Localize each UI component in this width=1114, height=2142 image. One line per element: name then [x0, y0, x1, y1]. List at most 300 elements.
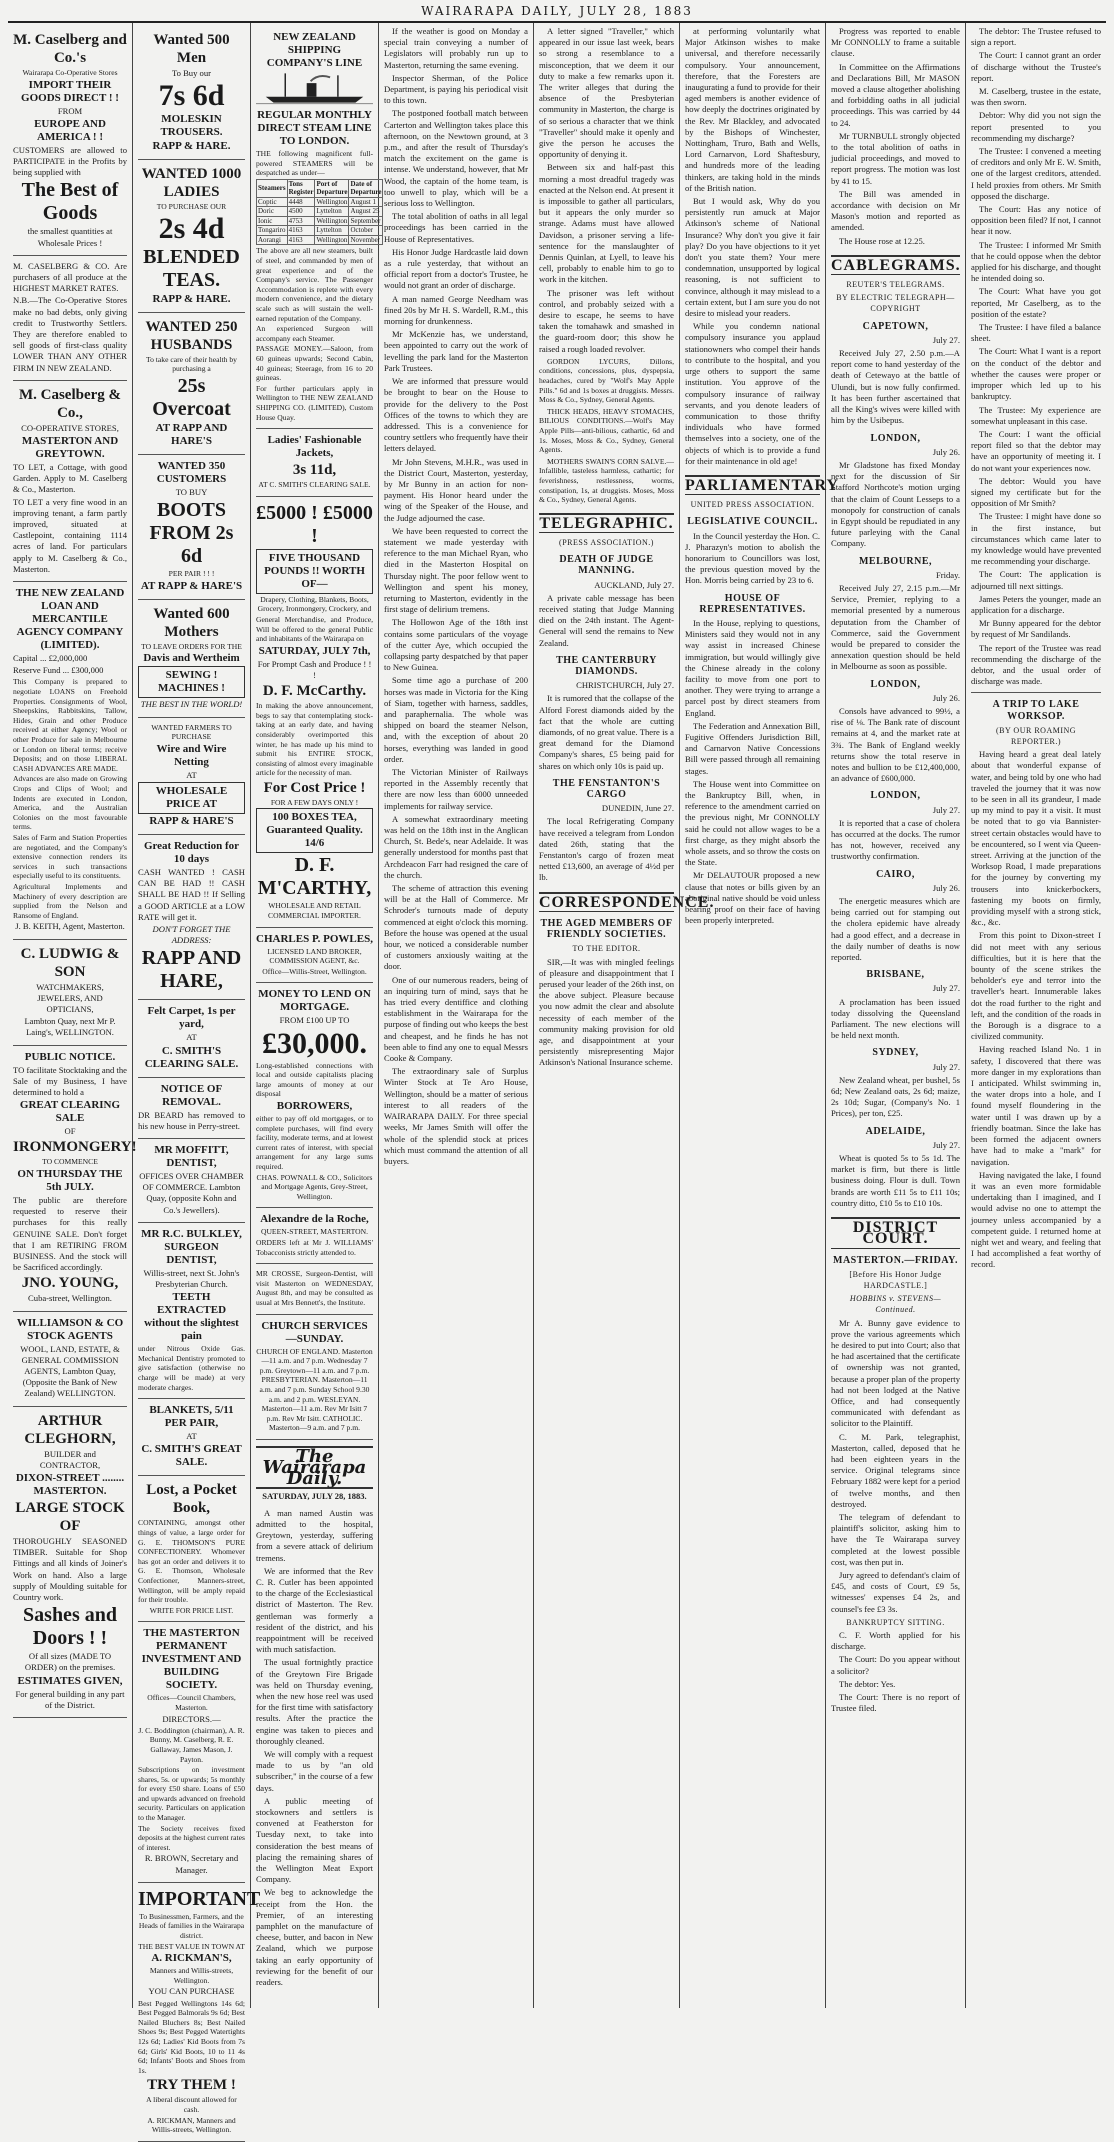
- article-heading: HOUSE OF REPRESENTATIVES.: [699, 592, 806, 615]
- court-judge: [Before His Honor Judge HARDCASTLE.]: [849, 1269, 942, 1290]
- cable-place: LONDON,: [870, 432, 921, 444]
- ad-foot: For general building in any part of the District.: [15, 1688, 125, 1710]
- ad-heading: Alexandre de la Roche,: [260, 1213, 369, 1226]
- article-byline: (BY OUR ROAMING REPORTER.): [995, 725, 1077, 746]
- ad-firm: RAPP AND HARE,: [141, 947, 242, 993]
- ad-pair: PER PAIR ! ! !: [168, 569, 215, 579]
- ad-public-notice: [13, 1046, 137, 1312]
- news-paragraph: MOTHERS SWAIN'S CORN SALVE.—Infallible, tasteless harmless, cathartic; for feverishness, restlessness, worms, constipation, 1s, at druggists. Moses, Moss & Co., Sydney, General Agents.: [539, 456, 674, 505]
- news-paragraph: We beg to acknowledge the receipt from the Hon. the Premier, of an interesting pamphlet on the manufacture of cheese, butter, and bacon in New Zealand, which we purpose taking an early opportunity of reviewing for the benefit of our readers.: [256, 1887, 373, 1988]
- article-dateline: CHRISTCHURCH, July 27.: [576, 680, 674, 691]
- table-cell: Wellington: [316, 197, 348, 206]
- ad-body: MR CROSSE, Surgeon-Dentist, will visit Masterton on WEDNESDAY, August 8th, and may be consulted as usual at Mrs Bennett's, the Institute.: [256, 1269, 373, 1307]
- ad-dont-forget: DON'T FORGET THE ADDRESS:: [152, 923, 231, 946]
- ad-sub: QUEEN-STREET, MASTERTON.: [260, 1227, 369, 1237]
- table-cell: 4163: [287, 226, 315, 236]
- ad-can: YOU CAN PURCHASE: [148, 1986, 235, 1997]
- ad-big: GREAT CLEARING SALE: [19, 1099, 121, 1125]
- news-paragraph: Inspector Sherman, of the Police Department, is paying his periodical visit to this town.: [384, 72, 528, 106]
- news-paragraph: We have been requested to correct the statement we made yesterday with reference to the man Michael Ryan, who died in the Masterton Hospital on Thursday night. The poor fellow went to Wellington and spent his money, returning to Masterton, evidently in the first stage of delirium tremens.: [384, 525, 528, 615]
- table-row: [257, 197, 383, 207]
- table-cell: 4753: [287, 216, 315, 226]
- court-body: The Trustee: I have filed a balance sheet.: [971, 322, 1101, 344]
- ad-firm: RAPP & HARE.: [152, 292, 231, 305]
- cable-place: BRISBANE,: [866, 969, 925, 981]
- ad-to-let-1: TO LET, a Cottage, with good Garden. Apply to M. Caselberg & Co., Masterton.: [13, 462, 127, 495]
- section-subheading-2: BY ELECTRIC TELEGRAPH—COPYRIGHT: [836, 293, 955, 314]
- article-to-editor: TO THE EDITOR.: [572, 944, 641, 954]
- table-row: [257, 216, 383, 226]
- court-body: C. M. Park, telegraphist, Masterton, called, deposed that he had been eighteen years in the service. Original telegrams since February 1882 were kept for a period of twelve months, and then destroyed.: [831, 1431, 960, 1509]
- ad-signature: CHAS. POWNALL & CO., Solicitors and Mortgage Agents, Grey-Street, Wellington.: [256, 1172, 373, 1201]
- ad-sub: TO BUY: [175, 486, 208, 497]
- news-paragraph: The extraordinary sale of Surplus Winter Stock at Te Aro House, Wellington, should be a matter of serious interest to all readers of the WAIRARAPA DAILY. For three special weeks, Mr James Smith will offer the whole of the splendid stock at prices which must command the attention of all buyers.: [384, 1066, 528, 1166]
- court-body: The Trustee: I informed Mr Smith that he could oppose when the debtor applied for his discharge, and thought he intended doing so.: [971, 239, 1101, 284]
- ad-heading: BLANKETS, 5/11 PER PAIR,: [149, 1404, 234, 1430]
- court-place: MASTERTON.—FRIDAY.: [833, 1254, 958, 1266]
- services-list: CHURCH OF ENGLAND. Masterton—11 a.m. and 7 p.m. Wednesday 7 p.m. Greytown—11 a.m. and 7 p.m. PRESBYTERIAN. Masterton—11 a.m. and 7 p.m. Sunday School 9.30 a.m. and 2 p.m. WESLEYAN. Masterton—11 a.m. Rev Mr Isitt 7 p.m. Rev Mr Isitt. CATHOLIC. Masterton—9 a.m. and 7 p.m.: [256, 1346, 373, 1433]
- ad-best: THE BEST VALUE IN TOWN AT: [138, 1941, 245, 1951]
- ad-caselberg-import: [13, 26, 127, 256]
- ad-directors: J. C. Boddington (chairman), A. R. Bunny, M. Caselberg, R. E. Gallaway, James Mason, J. Payton.: [138, 1725, 245, 1764]
- ad-de-la-roche: [256, 1208, 373, 1264]
- ad-item: BOOTS FROM 2s 6d: [149, 499, 234, 568]
- ad-tail: For Prompt Cash and Produce ! ! !: [257, 658, 372, 680]
- cable-body: The energetic measures which are being carried out for stamping out the cholera epidemic have already had a good effect, and a decrease in the daily number of deaths is now reported.: [831, 896, 960, 963]
- ad-body: To Businessmen, Farmers, and the Heads of families in the Wairarapa district.: [138, 1911, 245, 1941]
- ad-body-5: For further particulars apply in Wellington to THE NEW ZEALAND SHIPPING CO. (LIMITED), Custom House Quay.: [256, 383, 373, 422]
- article-body: From this point to Dixon-street I did not meet with any serious difficulties, but it is here that the bounty of the scene strikes the beholder's eye and terror into the traveller's heart. Innumerable lakes dot the road further to the right and left, and the condition of the roads in the Borough is a disgrace to a civilized community.: [971, 930, 1101, 1042]
- news-paragraph: The scheme of attraction this evening will be at the Hall of Commerce. Mr Schroder's turnouts made of deputy commenced at eight o'clock this morning. Before the house was opened at the usual hour, we noticed a considerable number of customers anxiously waiting at the door.: [384, 883, 528, 972]
- news-paragraph: Between six and half-past this morning a most dreadful tragedy was enacted at the Nelson end. At present it is impossible to gather all particulars, but it appears the only murder so strange. Adams must have allowed Davidson, a prisoner serving a life-sentence for the manslaughter of Dennis Quinlan, at Lyell, to leave his cell, probably to enable him to go to work in the kitchen.: [539, 162, 674, 285]
- ad-rapp-hare-reduction: [138, 835, 245, 1000]
- ad-sub: To take care of their health by purchasing a: [146, 354, 237, 374]
- ad-tail: A liberal discount allowed for cash.: [146, 2095, 237, 2114]
- column-8: [966, 23, 1106, 2008]
- ad-heading: Great Reduction for 10 days: [143, 839, 240, 865]
- ad-rapp-hare-teas: [138, 160, 245, 313]
- ad-item: Wire and Wire Netting: [156, 742, 227, 768]
- table-cell: Aorangi: [257, 235, 288, 245]
- ad-signature: JNO. YOUNG,: [21, 1275, 119, 1292]
- table-cell: Coptic: [257, 197, 288, 207]
- table-cell: Lyttelton: [315, 207, 349, 217]
- court-body: Jury agreed to defendant's claim of £45, and costs of Court, £9 5s, witnesses' expenses £4 2s, and counsel's fee £3 3s.: [831, 1569, 960, 1614]
- editorial-nameplate: The Wairarapa Daily.: [256, 1446, 373, 1490]
- cable-date: July 26.: [932, 692, 960, 703]
- section-subheading: UNITED PRESS ASSOCIATION.: [690, 500, 815, 510]
- article-body: Mr DELAUTOUR proposed a new clause that notes or bills given by an aboriginal native should be void unless bearing proof on their face of having been properly interpreted.: [685, 870, 820, 926]
- ad-heading: WANTED FARMERS TO PURCHASE: [151, 722, 232, 742]
- ad-heading: M. Caselberg and Co.'s: [13, 32, 127, 66]
- ad-body: Long-established connections with local and outside capitalists placing large amounts of money at our disposal: [256, 1060, 373, 1099]
- article-body: The House went into Committee on the Bankruptcy Bill, when, in reference to the amendment carried on the previous night, Mr CONNOLLY said he could not allow wages to be a first charge, as they might absorb the whole assets, and so throw the costs on the State.: [685, 778, 820, 868]
- ad-best-goods: The Best of Goods: [21, 179, 119, 225]
- column-2: [133, 23, 261, 2135]
- editorial-dateline: SATURDAY, JULY 28, 1883.: [262, 1491, 367, 1502]
- section-heading-telegraphic: TELEGRAPHIC.: [539, 514, 674, 532]
- ad-heading: NEW ZEALAND SHIPPING COMPANY'S LINE: [266, 31, 363, 69]
- ad-item: 25s Overcoat: [152, 374, 231, 420]
- ad-body: CASH WANTED ! CASH CAN BE HAD !! CASH SHALL BE HAD !! If Selling a GOOD ARTICLE at a LOW RATE will get it.: [138, 866, 245, 922]
- ad-heading: THE NEW ZEALAND LOAN AND MERCANTILE AGENCY COMPANY (LIMITED).: [15, 587, 125, 652]
- ad-firm: AT RAPP & HARE'S: [140, 579, 243, 592]
- news-paragraph: If the weather is good on Monday a special train conveying a number of Legislators will probably run up to Masterton, returning the same evening.: [384, 26, 528, 70]
- ad-ironmongery: IRONMONGERY!: [13, 1139, 137, 1156]
- ad-heading: IMPORTANT: [138, 1887, 261, 1910]
- table-cell: Wellington: [316, 235, 348, 244]
- divider: [971, 692, 1101, 693]
- ad-machines: SEWING ! MACHINES !: [138, 666, 245, 698]
- ad-price: 2s 4d: [158, 211, 225, 245]
- court-case: HOBBINS v. STEVENS—Continued.: [849, 1294, 942, 1315]
- ad-heading: MR MOFFITT, DENTIST,: [154, 1144, 229, 1169]
- ad-address: Office—Willis-Street, Wellington.: [262, 966, 367, 976]
- ad-mccarthy: [256, 497, 373, 928]
- ad-nz-shipping: [256, 26, 382, 429]
- table-cell: November: [349, 235, 383, 245]
- ad-williamson: [13, 1312, 127, 1407]
- ad-firm: A. RICKMAN'S,: [151, 1952, 232, 1965]
- ad-heading: Ladies' Fashionable Jackets,: [267, 434, 362, 460]
- ad-body: CONTAINING, amongst other things of value, a large order for G. E. THOMSON'S PURE CONFECTIONERY. Whomever has got an order and delivers it to G. E. Thomson, Wholesale Confectioner, Manners-street, Wellington, will be amply repaid for their trouble.: [138, 1518, 245, 1605]
- ad-date: SATURDAY, JULY 7th,: [258, 644, 371, 657]
- ad-smith-jackets: [256, 429, 373, 497]
- column-1: [8, 23, 137, 2008]
- ad-cleghorn: [13, 1407, 127, 1718]
- court-body: James Peters the younger, made an application for a discharge.: [971, 593, 1101, 615]
- news-paragraph: We will comply with a request made to us by "an old subscriber," in the course of a few days.: [256, 1748, 373, 1793]
- table-cell: 4448: [287, 197, 315, 207]
- section-heading: CHURCH SERVICES—SUNDAY.: [261, 1319, 368, 1345]
- section-heading-correspondence: CORRESPONDENCE.: [539, 893, 715, 911]
- cable-place: LONDON,: [870, 678, 921, 690]
- court-body: Mr Bunny appeared for the debtor by request of Mr Sandilands.: [971, 618, 1101, 640]
- cable-date: July 27.: [932, 1139, 960, 1150]
- article-body: Having heard a great deal lately about that wonderful expanse of water, and being told by one who had traveled the journey that it was now to be seen in all its grandeur, I made up my mind to pay it a visit. It must be noted that to go via Bannister-street certain obstacles would have to be encountered, so I went via Queen-street. Arriving at the junction of the Worksop Road, I made preparations for the journey by converting my trousers into knickerbockers, fastening my boots on firmly, providing myself with a strong stick, &c., &c.: [971, 749, 1101, 928]
- ad-ludwig: [13, 940, 127, 1046]
- ad-firm: AT RAPP AND HARE'S: [155, 421, 228, 447]
- cable-place: CAIRO,: [876, 868, 915, 880]
- ad-body: THE following magnificent full-powered STEAMERS will be despatched as under—: [256, 149, 373, 178]
- news-paragraph: His Honor Judge Hardcastle laid down as a rule yesterday, that without an official report from a doctor's Trustee, he would not grant an order of discharge.: [384, 246, 528, 291]
- ad-money-to-lend: [256, 983, 373, 1208]
- ad-signature: J. B. KEITH, Agent, Masterton.: [15, 921, 125, 932]
- court-body: The Court: There is no report of Trustee filed.: [831, 1692, 960, 1714]
- ad-heading: £5000 ! £5000 !: [256, 501, 373, 547]
- cable-body: Received July 27, 2.50 p.m.—A report come to hand yesterday of the death of Cetewayo at the battle of Ulundi, but is now fully confirmed. It has been further ascertained that all the King's wives were killed with him by the Usibepus.: [831, 348, 960, 426]
- news-paragraph: We are informed that the Rev C. R. Cutler has been appointed to the charge of the Ecclesiastical district of Masterton. The Rev. gentleman was formerly a resident of the district, and his reappointment will be received with much satisfaction.: [256, 1565, 373, 1655]
- news-paragraph: The House rose at 12.25.: [839, 235, 925, 246]
- ad-body: General Merchandise, and Produce, Will be offered to the general Public and inhabitants of the Wairarapa on: [256, 614, 373, 644]
- article-body: Having navigated the lake, I found it was an even more formidable undertaking than I imagined, and I would advise no one to attempt the journey unless accompanied by a competent guide. I returned home at night wet and weary, and feeling that I had accomplished a feat worthy of record.: [971, 1169, 1101, 1270]
- table-header: Tons Register: [288, 179, 314, 197]
- ad-body-4: Agricultural Implements and Machinery of every description are supplied from the Nelson and Ransome of England.: [13, 881, 127, 920]
- ad-place: MASTERTON AND GREYTOWN.: [21, 435, 119, 461]
- news-paragraph: The Hollowon Age of the 18th inst contains some particulars of the voyage of the cutter Aye, which occupied the collapsing party despatched by that paper to New Guinea.: [384, 617, 528, 673]
- cable-body: It is reported that a case of cholera has occurred at the docks. The rumor has not, however, received any trustworthy confirmation.: [831, 817, 960, 862]
- masthead-date: JULY 28, 1883: [579, 4, 693, 18]
- table-cell: Doric: [257, 207, 288, 217]
- ad-body: ORDERS left at Mr J. WILLIAMS' Tobacconists strictly attended to.: [256, 1237, 373, 1257]
- table-header: Port of Departure: [316, 179, 348, 197]
- ad-powles: [256, 928, 373, 984]
- ad-item: BLENDED TEAS.: [143, 245, 240, 291]
- ad-signature: A. RICKMAN, Manners and Willis-streets, Wellington.: [147, 2115, 236, 2135]
- ad-large-stock: LARGE STOCK OF: [15, 1500, 125, 1534]
- ad-rickman: [138, 1883, 261, 2142]
- court-body: The debtor: The Trustee refused to sign a report.: [971, 26, 1101, 48]
- ad-cost: For Cost Price !: [263, 779, 366, 796]
- ad-body: DR BEARD has removed to his new house in Perry-street.: [138, 1109, 245, 1131]
- ad-dest: EUROPE AND AMERICA ! !: [34, 117, 106, 143]
- ad-subheading: CO-OPERATIVE STORES,: [21, 422, 119, 433]
- ad-wholesale: WHOLESALE PRICE AT: [138, 782, 245, 814]
- ad-heading: WANTED 1000 LADIES: [141, 166, 242, 201]
- ad-to-let-2: TO LET a very fine wood in an improving tenant, a farm partly improved, situated at Castlepoint, containing 1114 acres of land. For particulars apply to M. Caselberg & Co., Masterton.: [13, 496, 127, 574]
- ad-heading: THE MASTERTON PERMANENT INVESTMENT AND BUILDING SOCIETY.: [141, 1627, 242, 1692]
- article-body: Having reached Island No. 1 in safety, I discovered that there was more danger in my explorations than I anticipated. Whilst swimming in, the water drops into a hole, and I found myself floundering in the water until I was drawn up by a friendly boatman. Since the lake has been formed the adjacent owners have had to make a "mark" for navigation.: [971, 1044, 1101, 1167]
- news-paragraph: While you condemn national compulsory insurance you applaud stationowners who compel their hands to contribute to the hospital, and you urge others to support the same institution. You approve of the compulsory insurance of railway servants, and you denote leaders of communication to those thrifty individuals who have formed themselves into a society, one of the objects of which is to provide a fund for their maintenance in old age!: [685, 321, 820, 466]
- ad-body-2: The Society receives fixed deposits at the highest current rates of interest.: [138, 1823, 245, 1852]
- news-paragraph: A somewhat extraordinary meeting was held on the 18th inst in the Anglican Church, St. Bede's, near Adelaide. It was generally understood for months past that Archdeacon Farr had resigned the care of the church.: [384, 813, 528, 880]
- ad-sub: To Buy our: [171, 68, 212, 78]
- ad-tail: WRITE FOR PRICE LIST.: [149, 1605, 234, 1615]
- article-heading: DEATH OF JUDGE MANNING.: [559, 554, 654, 577]
- ad-amount: £30,000.: [262, 1026, 367, 1060]
- news-paragraph: GORDON LYCURS, Dillons, conditions, concessions, plus, dyspepsia, headaches, cured by "Wolf's May Apple Pills." 6d and 1s boxes at druggists. Messrs. Moss & Co., Sydney, General Agents.: [539, 356, 674, 405]
- court-body: The Trustee: My experience are somewhat unpleasant in this case.: [971, 404, 1101, 426]
- ad-heading: WANTED 250 HUSBANDS: [145, 318, 238, 353]
- ad-days: FOR A FEW DAYS ONLY !: [270, 797, 359, 807]
- ad-at: AT: [186, 1032, 197, 1043]
- ad-tail: The public are therefore requested to reserve their purchases for this really GENUINE SALE. Don't forget that I am RETIRING FROM BUSINESS. And the stock will be Sacrificed accordingly.: [13, 1194, 127, 1273]
- ad-firm: RAPP & HARE.: [152, 140, 231, 153]
- ad-subheading: Wairarapa Co-Operative Stores: [22, 68, 118, 77]
- news-paragraph: The postponed football match between Carterton and Wellington takes place this afternoon, on the Newtown ground, at 3 p.m., and after the result of Thursday's match the excitement on the game is intense. We understand, however, that Mr Wood, the captain of the home team, is too unwell to play, which will be a serious loss to Wellington.: [384, 108, 528, 209]
- cable-body: New Zealand wheat, per bushel, 5s 6d; New Zealand oats, 2s 6d; maize, 2s 10d; Sugar, (Company's No. 1 Prices), per ton, £25.: [831, 1074, 960, 1119]
- ad-body-3: An experienced Surgeon will accompany each Steamer.: [256, 324, 373, 343]
- ad-subheading: REGULAR MONTHLY DIRECT STEAM LINE TO LONDON.: [257, 109, 372, 148]
- ad-capital: Capital ... £2,000,000: [13, 653, 88, 664]
- ad-tail: under Nitrous Oxide Gas. Mechanical Dentistry promoted to give satisfaction (otherwise no charge will be made) at very moderate charges.: [138, 1344, 245, 1392]
- news-paragraph: Mr McKenzie has, we understand, been appointed to carry out the work of levelling the park land for the Masterton Park Trustees.: [384, 329, 528, 373]
- table-row: [257, 235, 383, 245]
- news-paragraph: The Victorian Minister of Railways reported in the Assembly recently that there are now less than 6000 unneeded implements for railway service.: [384, 767, 528, 811]
- ad-reserve: Reserve Fund ... £300,000: [13, 665, 104, 676]
- ad-nz-loan-agency: [13, 582, 127, 939]
- article-body: It is rumored that the collapse of the Alford Forest diamonds aided by the fact that the whole are cutting diamonds, of no great value. There is a great demand for the Diamond Company's shares, £5 being paid for shares on which only 10s is paid up.: [539, 693, 674, 771]
- ad-bulkley: [138, 1223, 245, 1399]
- cable-place: CAPETOWN,: [862, 320, 929, 332]
- ad-body: Subscriptions on investment shares, 5s. or upwards; 5s monthly for every £50 share. Loans of £50 and upwards advanced on freehold security. Particulars on application to the Manager.: [138, 1765, 245, 1823]
- ad-heading: Wanted 500 Men: [153, 32, 230, 66]
- ad-try: TRY THEM !: [147, 2077, 236, 2094]
- table-header: Steamers: [257, 179, 288, 197]
- article-body: The Federation and Annexation Bill, Fugitive Offenders Jurisdiction Bill, and Carnarvon Native Concessions Bill were passed through all remaining stages.: [685, 720, 820, 776]
- news-paragraph: The Bill was amended in accordance with decision on Mr Mason's motion and reported as amended.: [831, 188, 960, 233]
- news-paragraph: We are informed that pressure would be brought to bear on the House to provide for the delivery to the Post Offices of the towns to which they are addressed. This is a convenience for country settlers who frequently have their letters delayed.: [384, 376, 528, 454]
- ad-role: WHOLESALE AND RETAIL COMMERCIAL IMPORTER.: [268, 901, 361, 921]
- cable-body: A proclamation has been issued today dissolving the Queensland Parliament. The new elections will be held next month.: [831, 996, 960, 1041]
- ad-body: This Company is prepared to negotiate LOANS on Freehold Properties. Consignments of Wool, Sheepskins, Rabbitskins, Tallow, Hides, Grain and other Produce received at either Agency; Wool or other Produce for sale in Melbourne or London on liberal terms; receive Deposits; and on those LIBERAL CASH ADVANCES ARE MADE.: [13, 677, 127, 773]
- ad-big: TEETH EXTRACTED without the slightest pain: [144, 1291, 239, 1343]
- ad-sashes: Sashes and Doors ! !: [23, 1604, 117, 1650]
- news-paragraph: One of our numerous readers, being of an inquiring turn of mind, says that he has tried every dentiffice and clothing establishment in the Wairarapa for the purpose of finding out who keeps the best and cheapest, and he finds he has not been able to find any one to equal Messrs Cooke & Company.: [384, 974, 528, 1064]
- article-dateline: DUNEDIN, June 27.: [601, 803, 674, 814]
- court-body: The Court: I want the official report filed so that the debtor may have an opportunity of meeting it. I do not want your experiences now.: [971, 428, 1101, 473]
- cable-body: Mr Gladstone has fixed Monday next for the discussion of Sir Stafford Northcote's motion urging that the claim of Count Lesseps to a monopoly for construction of canals in Egypt should be repudiated in any future parleying with the Canal Company.: [831, 459, 960, 549]
- ad-directors-label: DIRECTORS.—: [162, 1713, 221, 1724]
- news-paragraph: A man named George Needham was fined 20s by Mr H. S. Wardell, R.M., this morning for drunkenness.: [384, 293, 528, 327]
- cable-place: LONDON,: [870, 790, 921, 802]
- cable-date: July 26.: [932, 882, 960, 893]
- news-paragraph: THICK HEADS, HEAVY STOMACHS, BILIOUS CONDITIONS.—Wolf's May Apple Pills—anti-bilious, cathartic, 6d and 1s. Moses, Moss & Co., Sydney, General Agents.: [539, 406, 674, 455]
- court-body: The Court: I cannot grant an order of discharge without the Trustee's report.: [971, 50, 1101, 83]
- ad-commence: TO COMMENCE: [42, 1157, 98, 1167]
- ad-firm: C. SMITH'S GREAT SALE.: [141, 1443, 242, 1469]
- ad-note: N.B.—The Co-Operative Stores make no bad debts, only giving credit to Trustworthy Settlers. They are therefore enabled to sell goods of first-class quality LOWER THAN ANY OTHER FIRM IN NEW ZEALAND.: [13, 295, 127, 373]
- ad-offices: Offices—Council Chambers, Masterton.: [147, 1693, 236, 1712]
- court-bankruptcy-heading: BANKRUPTCY SITTING.: [846, 1617, 945, 1627]
- cable-date: July 27.: [932, 334, 960, 345]
- court-body: The Court: What have you got reported, Mr Caselberg, as to the position of the estate?: [971, 286, 1101, 319]
- article-dateline: AUCKLAND, July 27.: [594, 579, 674, 590]
- ad-body-4: PASSAGE MONEY.—Saloon, from 60 guineas upwards; Second Cabin, 40 guineas; Steerage, from 16 to 20 guineas.: [256, 344, 373, 383]
- table-cell: 4500: [287, 207, 315, 217]
- ad-tail: Of all sizes (MADE TO ORDER) on the premises.: [24, 1651, 116, 1673]
- ad-list: Drapery, Clothing, Blankets, Boots, Grocery, Ironmongery, Crockery, and: [257, 594, 372, 614]
- ad-heading: M. Caselberg & Co.,: [18, 386, 122, 421]
- news-paragraph: A man named Austin was admitted to the hospital, Greytown, yesterday, suffering from a severe attack of delirium tremens.: [256, 1507, 373, 1563]
- ad-body: M. CASELBERG & CO. Are purchasers of all produce at the HIGHEST MARKET RATES.: [13, 260, 127, 294]
- ad-price: 3s 11d,: [292, 462, 337, 479]
- cable-date: July 27.: [932, 983, 960, 994]
- church-services: [256, 1315, 373, 1440]
- ad-body: WOOL, LAND, ESTATE, & GENERAL COMMISSION AGENTS, Lambton Quay, (Opposite the Bank of New Zealand) WELLINGTON.: [20, 1343, 120, 1399]
- ad-moffitt: [138, 1139, 245, 1223]
- ad-heading: WILLIAMSON & CO STOCK AGENTS: [16, 1316, 124, 1342]
- table-row: [257, 207, 383, 217]
- news-paragraph: But I would ask, Why do you persistently run amuck at Major Atkinson's scheme of National Insurance? Why don't you give it fair play? Do you have objections to it yet don't you state them? Your mere condemnation, unsupported by logical reasoning, is not sufficient to convince, although it may mislead to a certain extent, but I am sure you do not desire to mislead your readers.: [685, 196, 820, 319]
- ad-heading: CHARLES P. POWLES,: [256, 932, 373, 945]
- article-heading: A TRIP TO LAKE WORKSOP.: [992, 699, 1080, 722]
- ad-firm: D. F. McCarthy.: [262, 683, 367, 700]
- article-body: In the House, replying to questions, Ministers said they would not in any way assist in increased Chinese immigration, but would willingly give the Chinese already in the colony facility to move from one port to another. They were trying to arrange a parcel post by direct steamers from England.: [685, 617, 820, 718]
- ad-estimates: ESTIMATES GIVEN,: [17, 1674, 123, 1687]
- ad-rapp-hare-overcoat: [138, 313, 245, 455]
- masthead: [8, 4, 1106, 23]
- column-6: [680, 23, 840, 2008]
- ad-smith-carpet: [138, 1000, 245, 1077]
- table-header: Date of Departure: [350, 179, 382, 197]
- ad-body: TO facilitate Stocktaking and the Sale of my Business, I have determined to hold a: [13, 1064, 127, 1097]
- article-heading: THE CANTERBURY DIAMONDS.: [556, 654, 657, 678]
- ad-from: FROM £100 UP TO: [279, 1015, 350, 1026]
- cable-body: Consols have advanced to 99½, a rise of ⅛. The Bank rate of discount remains at 4, and the market rate at 3¾. The Bank of England weekly returns show the total reserve in notes and bullion to be £12,400,000, an advance of £600,000.: [831, 705, 960, 784]
- article-heading: LEGISLATIVE COUNCIL.: [687, 516, 818, 528]
- ad-body-3: Sales of Farm and Station Properties are negotiated, and the Company's extensive connection renders its services in such transactions especially useful to its constituents.: [13, 832, 127, 881]
- court-body: The Trustee: I might have done so in the first instance, but circumstances which came later to my knowledge would have prevented me recommending your discharge.: [971, 511, 1101, 567]
- table-row: [257, 226, 383, 236]
- ad-of: OF: [64, 1126, 76, 1137]
- ad-rapp-hare-wire: [138, 718, 245, 835]
- section-heading-district-court: DISTRICT COURT.: [831, 1217, 960, 1248]
- ad-subheading: BUILDER and CONTRACTOR,: [39, 1448, 101, 1470]
- ad-lost-pocket-book: [138, 1476, 245, 1622]
- cable-date: Friday.: [935, 569, 960, 580]
- table-cell: August 1: [349, 197, 383, 207]
- ad-at: AT C. SMITH'S CLEARING SALE.: [258, 480, 371, 490]
- ad-heading: MONEY TO LEND ON MORTGAGE.: [258, 988, 371, 1014]
- ad-address: Cuba-street, Wellington.: [28, 1293, 112, 1304]
- cable-body: Received July 27, 2.15 p.m.—Mr Service, Premier, replying to a memorial presented by a numerous deputation from the Chamber of Commerce, said the Government would be prepared to consider the annexation question should be held in Melbourne as soon as possible.: [831, 582, 960, 672]
- ad-item: MOLESKIN TROUSERS.: [160, 113, 223, 139]
- news-paragraph: The total abolition of oaths in all legal proceedings has been carried in the House of Representatives.: [384, 211, 528, 244]
- section-subheading: (PRESS ASSOCIATION.): [559, 538, 654, 547]
- court-body: The debtor: Yes.: [839, 1678, 896, 1689]
- section-heading-cablegrams: CABLEGRAMS.: [831, 256, 961, 274]
- court-body: The Trustee: I convened a meeting of creditors and only Mr E. W. Smith, one of the largest creditors, attended. I held proxies from others. Mr Smith opposed the discharge.: [971, 146, 1101, 201]
- news-paragraph: A public meeting of stockowners and settlers is convened at Featherston for Tuesday next, to take into consideration the best means of placing the remaining shares of the Wellington Meat Export Company.: [256, 1795, 373, 1885]
- ad-firm-2: D. F. M'CARTHY,: [257, 854, 372, 900]
- news-paragraph: The usual fortnightly practice of the Greytown Fire Brigade was held on Thursday evening, when the new hose reel was used for the first time with satisfactory results. After the practice the engine was taken to pieces and thoroughly cleaned.: [256, 1657, 373, 1746]
- ad-from: FROM: [57, 105, 83, 116]
- ad-sub: TO LEAVE ORDERS FOR THE: [141, 641, 242, 651]
- ad-heading: WANTED 350 CUSTOMERS: [156, 459, 227, 485]
- ad-price: 7s 6d: [158, 79, 225, 113]
- cable-place: SYDNEY,: [872, 1047, 919, 1059]
- ad-subheading: WATCHMAKERS, JEWELERS, AND OPTICIANS,: [36, 981, 104, 1014]
- table-header-row: [257, 179, 383, 197]
- ad-crosse-dentist: [256, 1264, 373, 1314]
- sailing-schedule-table: [256, 179, 383, 246]
- ad-heading: Lost, a Pocket Book,: [146, 1482, 237, 1517]
- masthead-title: WAIRARAPA DAILY,: [421, 4, 574, 18]
- ad-borrowers: BORROWERS,: [276, 1100, 353, 1113]
- ad-heading: ARTHUR CLEGHORN,: [24, 1412, 116, 1447]
- news-paragraph: The prisoner was left without control, and probably seized with a desire to escape, he seems to have taken the tomahawk and smashed in the guard-room door; this show he raised a rough loaded revolver.: [539, 287, 674, 354]
- news-paragraph: Progress was reported to enable Mr CONNOLLY to frame a suitable clause.: [831, 26, 960, 59]
- ad-list: Best Pegged Wellingtons 14s 6d; Best Pegged Balmorals 9s 6d; Best Nailed Bluchers 8s; Best Nailed Shoes 9s; Best Pegged Watertights 12s 6d; Ladies' Kid Boots from 7s 6d; Girls' Kid Boots, 10 to 11 4s 6d; Infants' Boots and Shoes from 1s.: [138, 1998, 245, 2075]
- news-paragraph: A letter signed "Traveller," which appeared in our issue last week, bears so strong a resemblance to a misconception, that we deem it our duty to make a few remarks upon it. The writer alleges that during the absence of the Presbyterian community in Masterton, the charge is of so serious a character that we think "Traveller" should make it openly and give the person he accuses the opportunity of denying it.: [539, 26, 674, 160]
- ad-heading: MR R.C. BULKLEY, SURGEON DENTIST,: [141, 1227, 242, 1266]
- ad-heading: Wanted 600 Mothers: [153, 605, 230, 640]
- table-cell: October: [349, 226, 383, 236]
- ad-body: CUSTOMERS are allowed to PARTICIPATE in the Profits by being supplied with: [13, 144, 127, 178]
- column-5: [534, 23, 715, 2008]
- ad-building-society: [138, 1622, 245, 1883]
- cable-body: Wheat is quoted 5s to 5s 1d. The market is firm, but there is little business doing. Flour is dull. Town brands are worth £11 5s to £11 10s; country ditto, £10 5s to £10 10s.: [831, 1153, 960, 1208]
- ad-tail: the smallest quantities at Wholesale Prices !: [27, 226, 113, 248]
- court-body: The Court: The application is adjourned till next sittings.: [971, 569, 1101, 591]
- table-cell: 4163: [287, 235, 315, 245]
- cable-date: July 27.: [932, 804, 960, 815]
- ad-date: ON THURSDAY THE 5th JULY.: [17, 1167, 123, 1193]
- ad-heading: Felt Carpet, 1s per yard,: [147, 1005, 236, 1031]
- ad-at: AT: [186, 769, 197, 780]
- ad-address: DIXON-STREET ........ MASTERTON.: [15, 1472, 125, 1497]
- ad-body-2: In making the above announcement, begs to say that contemplating stock-taking at an early date, and having considerably overimported this winter, he has made up his mind to submit his ENTIRE STOCK, consisting of almost every imaginable article for the necessity of man.: [256, 701, 373, 778]
- news-paragraph: Mr TURNBULL strongly objected to the total abolition of oaths in judicial proceedings, and moved to report progress. The motion was lost by 41 to 15.: [831, 130, 960, 186]
- article-body: The local Refrigerating Company have received a telegram from London dated 26th, stating that the Fenstanton's cargo of frozen meat netted £13,600, an average of 4½d per lb.: [539, 816, 674, 883]
- section-heading-parliamentary: PARLIAMENTARY: [685, 476, 840, 494]
- cable-place: MELBOURNE,: [858, 555, 933, 567]
- ad-item: Davis and Wertheim: [143, 652, 240, 665]
- ad-body-2: either to pay off old mortgages, or to complete purchases, will find every facility, moderate terms, and at lowest current rates of interest, with special arrangement for any large sums required.: [256, 1114, 373, 1171]
- ad-rapp-hare-sewing: [138, 600, 245, 718]
- ad-address: Lambton Quay, next Mr P. Laing's, WELLINGTON.: [24, 1016, 116, 1038]
